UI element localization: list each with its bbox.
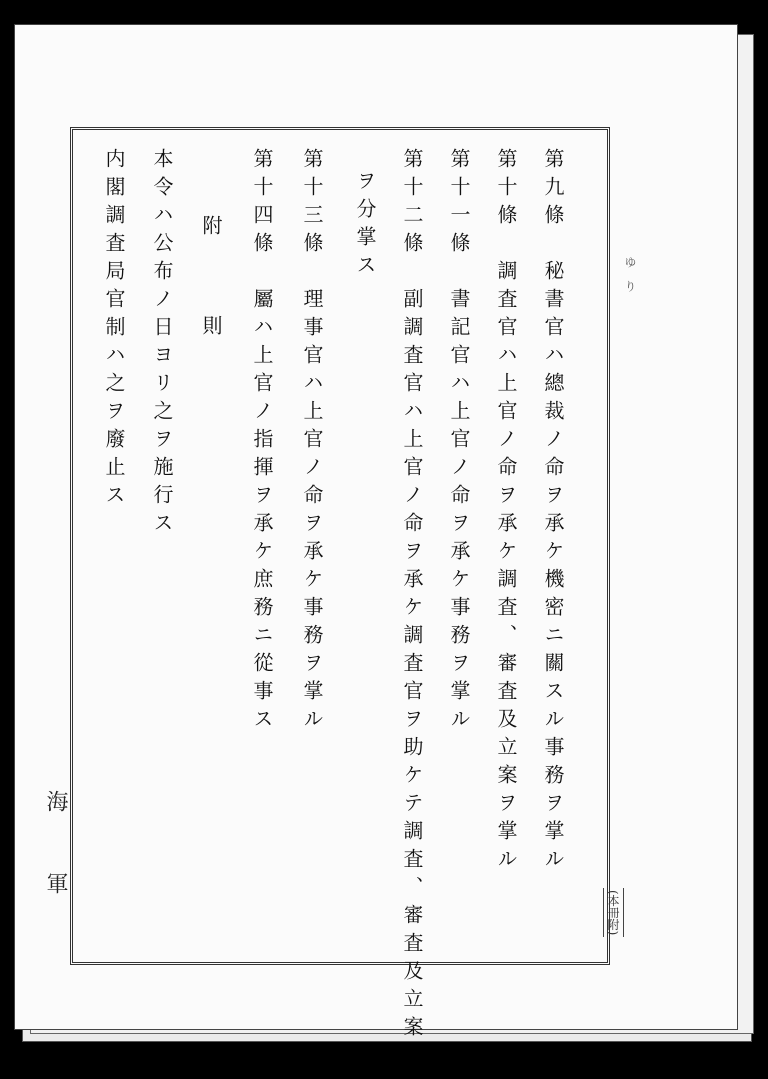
article-14: 第十四條 屬ハ上官ノ指揮ヲ承ケ庶務ニ從事ス	[250, 148, 274, 736]
article-12-line-1: 第十二條 副調査官ハ上官ノ命ヲ承ケ調査官ヲ助ケテ調査、審査及立案	[400, 148, 424, 1044]
margin-label-navy: 海軍	[43, 790, 68, 954]
article-9: 第九條 秘書官ハ總裁ノ命ヲ承ケ機密ニ關スル事務ヲ掌ル	[541, 148, 565, 876]
article-10: 第十條 調査官ハ上官ノ命ヲ承ケ調査、審査及立案ヲ掌ル	[494, 148, 518, 876]
abolition-clause: 内閣調査局官制ハ之ヲ廢止ス	[102, 148, 126, 512]
enforcement-clause: 本令ハ公布ノ日ヨリ之ヲ施行ス	[150, 148, 174, 540]
margin-mark: ゆ り	[623, 256, 637, 292]
volume-note: (本冊附)	[603, 888, 624, 937]
article-13: 第十三條 理事官ハ上官ノ命ヲ承ケ事務ヲ掌ル	[300, 148, 324, 736]
supplementary-provisions-heading: 附 則	[199, 215, 223, 365]
article-11: 第十一條 書記官ハ上官ノ命ヲ承ケ事務ヲ掌ル	[447, 148, 471, 736]
article-12-line-2: ヲ分掌ス	[353, 170, 377, 282]
